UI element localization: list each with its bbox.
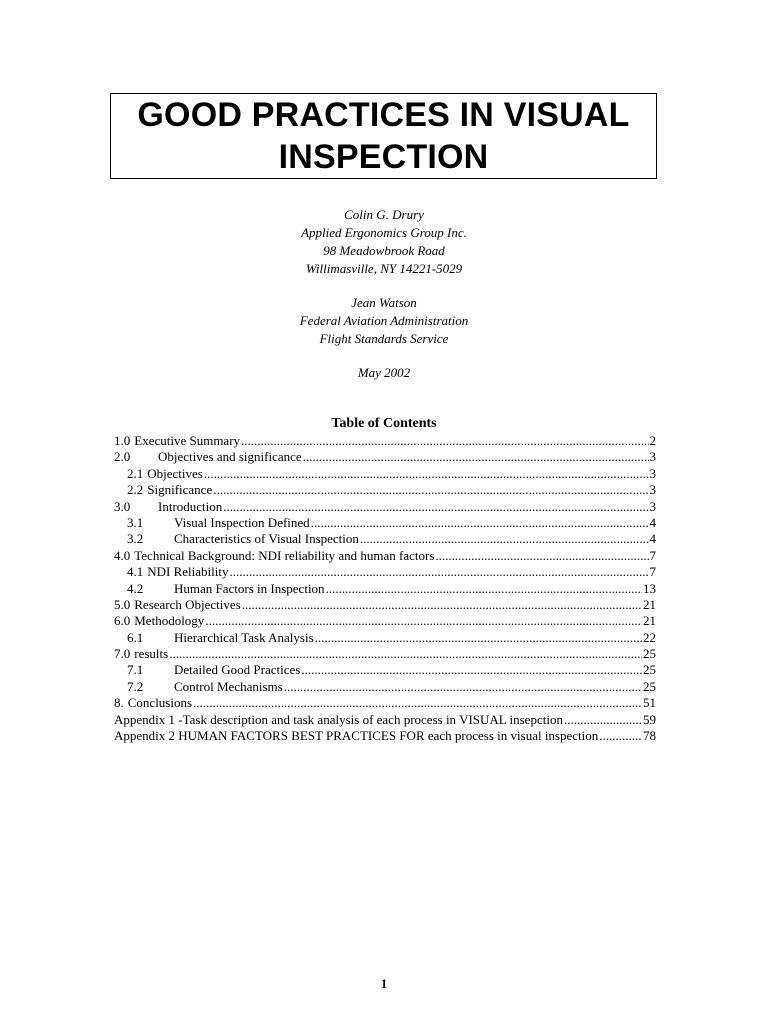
toc-entry-title: Control Mechanisms: [174, 678, 283, 694]
toc-entry-title: Objectives and significance: [158, 449, 302, 465]
toc-entry[interactable]: [114, 712, 656, 728]
toc-entry-label: [127, 482, 212, 498]
toc-entry-number: 4.0: [114, 547, 131, 563]
author1-city: Willimasville, NY 14221-5029: [305, 261, 463, 276]
toc-entry-label: [127, 466, 203, 482]
toc-entry-label: [127, 662, 300, 678]
toc-entry-leader: [241, 433, 648, 449]
toc-entry-page: 3: [649, 449, 656, 465]
toc-entry[interactable]: [114, 515, 656, 531]
document-date: May 2002: [357, 365, 411, 380]
toc-entry-page: 7: [649, 547, 656, 563]
toc-entry-label: [114, 646, 168, 662]
toc-entry-number: 3.0: [114, 498, 131, 514]
toc-entry-leader: [301, 662, 642, 678]
toc-entry-number: 2.1: [127, 465, 144, 481]
toc-entry-title: Introduction: [158, 498, 223, 514]
toc-entry-page: 3: [649, 498, 656, 514]
toc-entry-leader: [435, 548, 648, 564]
toc-entry-title: Executive Summary: [134, 433, 241, 448]
toc-entry[interactable]: [114, 646, 656, 662]
toc-entry-page: 7: [649, 564, 656, 580]
toc-entry-number: 6.0: [114, 613, 131, 629]
author1-affiliation: Applied Ergonomics Group Inc.: [301, 225, 467, 240]
toc-entry-title: Characteristics of Visual Inspection: [174, 531, 359, 547]
toc-entry-title: Conclusions: [127, 695, 193, 711]
toc-entry-page: 25: [643, 662, 656, 678]
toc-entry-title: NDI Reliability: [147, 564, 229, 580]
toc-entry-number: 4.1: [127, 564, 144, 580]
toc-entry-title: Detailed Good Practices: [174, 662, 301, 678]
toc-entry-title: Appendix 2 HUMAN FACTORS BEST PRACTICES FOR each process in visual inspection: [114, 728, 599, 744]
toc-entry[interactable]: [114, 728, 656, 744]
toc-entry[interactable]: [114, 466, 656, 482]
toc-entry[interactable]: [114, 499, 656, 515]
toc-entry-page: 4: [649, 531, 656, 547]
toc-entry-number: 1.0: [114, 433, 131, 448]
author1-street: 98 Meadowbrook Road: [323, 243, 445, 258]
toc-entry-number: 2.0: [114, 449, 131, 465]
author2-department: Flight Standards Service: [319, 331, 449, 346]
toc-entry-number: 3.1: [127, 514, 144, 530]
toc-entry-page: 13: [643, 580, 656, 596]
toc-entry-page: 25: [643, 678, 656, 694]
toc-entry-number: 7.1: [127, 662, 144, 678]
toc-entry[interactable]: [114, 613, 656, 629]
toc-entry-label: [114, 499, 222, 515]
toc-entry[interactable]: [114, 662, 656, 678]
toc-entry-leader: [315, 630, 642, 646]
toc-entry-title: Hierarchical Task Analysis: [174, 629, 314, 645]
toc-entry-label: [127, 531, 359, 547]
toc-entry-label: [127, 564, 229, 580]
toc-entry-title: Visual Inspection Defined: [174, 514, 310, 530]
toc-entry-number: 5.0: [114, 596, 131, 612]
toc-entry-title: Human Factors in Inspection: [174, 580, 325, 596]
toc-entry-leader: [193, 695, 642, 711]
toc-entry-page: 51: [643, 695, 656, 711]
toc-entry-page: 25: [643, 646, 656, 662]
toc-entry-leader: [284, 679, 642, 695]
toc-entry-number: 8.: [114, 695, 124, 711]
toc-entry-title: Significance: [147, 482, 213, 498]
toc-entry-number: 7.0: [114, 646, 131, 662]
document-title-line-1: GOOD PRACTICES IN VISUAL: [137, 96, 630, 134]
toc-entry-label: [114, 695, 192, 711]
toc-entry-number: 3.2: [127, 531, 144, 547]
toc-entry-title: Research Objectives: [134, 596, 241, 612]
toc-entry[interactable]: [114, 433, 656, 449]
toc-entry-leader: [564, 712, 642, 728]
toc-entry-label: [127, 581, 325, 597]
title-box: [110, 93, 657, 179]
toc-entry-page: 21: [643, 596, 656, 612]
toc-entry[interactable]: [114, 679, 656, 695]
toc-entry-page: 2: [649, 433, 656, 448]
toc-entry[interactable]: [114, 482, 656, 498]
toc-entry-leader: [360, 531, 649, 547]
toc-entry-leader: [242, 597, 642, 613]
toc-entry-page: 3: [649, 482, 656, 498]
toc-entry-title: results: [134, 646, 169, 662]
toc-entry-number: 6.1: [127, 629, 144, 645]
toc-entry-number: 7.2: [127, 678, 144, 694]
author1-name: Colin G. Drury: [344, 207, 424, 222]
toc-entry-title: Objectives: [147, 465, 203, 481]
toc-entry-title: Technical Background: NDI reliability and human factors: [134, 547, 435, 563]
toc-entry-number: 2.2: [127, 482, 144, 498]
toc-entry-leader: [204, 466, 649, 482]
toc-entry-label: [114, 613, 204, 629]
toc-entry-number: 4.2: [127, 580, 144, 596]
toc-entry-page: 21: [643, 613, 656, 629]
document-title-line-2: INSPECTION: [278, 138, 489, 176]
toc-entry[interactable]: [114, 597, 656, 613]
toc-entry[interactable]: [114, 531, 656, 547]
toc-entry-title: Appendix 1 -Task description and task analysis of each process in VISUAL insepction: [114, 711, 563, 727]
toc-entry-leader: [326, 581, 642, 597]
toc-entry-label: [127, 515, 310, 531]
toc-entry[interactable]: [114, 548, 656, 564]
toc-entry-label: [114, 597, 241, 613]
author2-affiliation: Federal Aviation Administration: [299, 313, 469, 328]
page-number: 1: [380, 976, 388, 991]
toc-entry-leader: [303, 449, 649, 465]
toc-entry-title: Methodology: [134, 613, 205, 629]
author2-name: Jean Watson: [351, 295, 417, 310]
toc-entry-label: [114, 728, 598, 744]
toc-entry-leader: [599, 728, 642, 744]
toc-entry-label: [114, 712, 563, 728]
toc-entry-leader: [169, 646, 642, 662]
toc-entry-page: 59: [643, 711, 656, 727]
table-of-contents: [114, 433, 656, 744]
toc-entry-label: [127, 679, 283, 695]
toc-entry-label: [114, 433, 240, 449]
toc-entry-leader: [223, 499, 648, 515]
toc-entry-label: [114, 548, 434, 564]
toc-entry[interactable]: [114, 564, 656, 580]
author-block: [0, 206, 768, 382]
toc-entry-leader: [205, 613, 642, 629]
toc-entry-page: 3: [649, 465, 656, 481]
toc-entry[interactable]: [114, 581, 656, 597]
toc-entry[interactable]: [114, 695, 656, 711]
toc-entry-label: [114, 449, 302, 465]
toc-entry-leader: [213, 482, 648, 498]
toc-entry-leader: [311, 515, 649, 531]
toc-entry-page: 78: [643, 728, 656, 744]
toc-entry-page: 22: [643, 629, 656, 645]
toc-entry-label: [127, 630, 314, 646]
toc-heading: Table of Contents: [331, 416, 437, 431]
toc-entry-leader: [230, 564, 649, 580]
toc-entry-page: 4: [649, 514, 656, 530]
toc-entry[interactable]: [114, 630, 656, 646]
toc-entry[interactable]: [114, 449, 656, 465]
